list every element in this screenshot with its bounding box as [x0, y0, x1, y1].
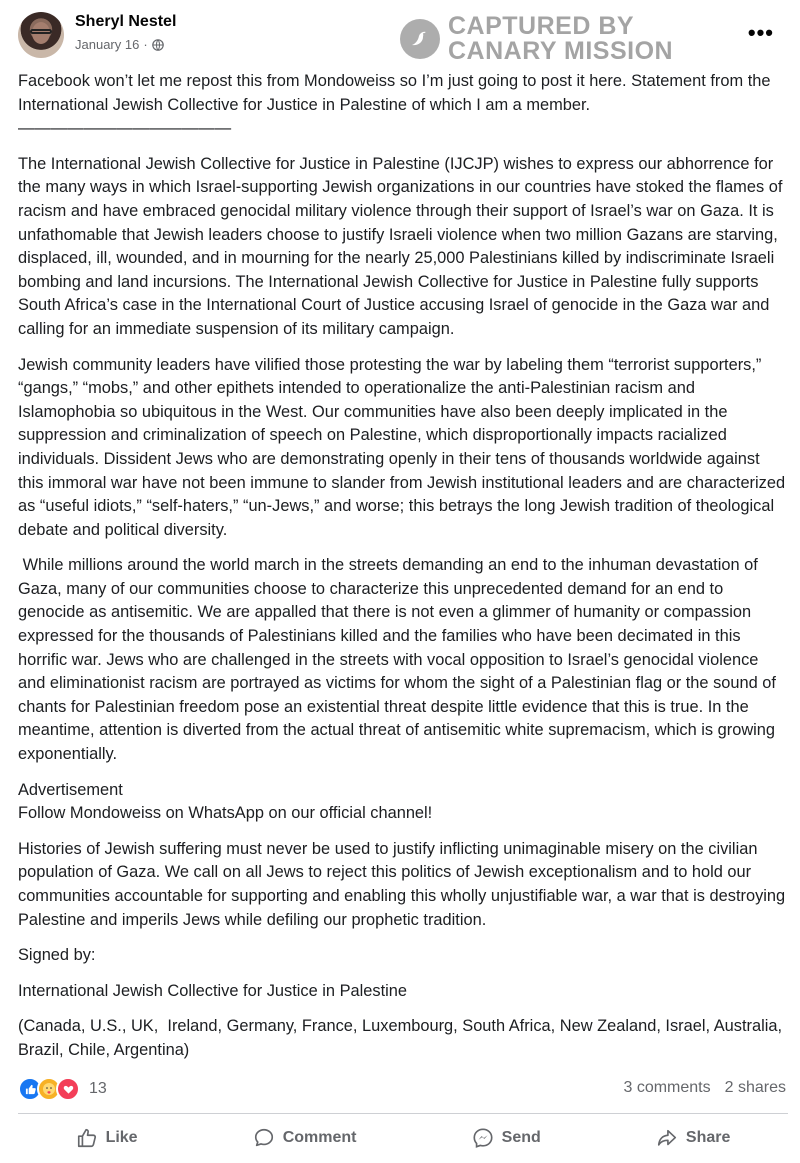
post-paragraph: International Jewish Collective for Justice in Palestine [18, 981, 408, 1000]
watermark [400, 14, 673, 64]
send-button[interactable] [472, 1127, 541, 1149]
date-separator: · [143, 37, 148, 52]
advertisement-label: Advertisement [18, 780, 123, 799]
reaction-count: 13 [89, 1080, 107, 1097]
avatar[interactable] [18, 12, 64, 58]
like-label: Like [105, 1129, 138, 1146]
post-paragraph: The International Jewish Collective for Justice in Palestine (IJCJP) wishes to express our abhorrence for the many ways in which Israel-supporting Jewish organizations in our countries have stoked the flames of racism and have embraced genocidal military violence through their support of Israel’s war on Gaza. It is unfathomable that Jewish leaders choose to justify Israeli violence when two million Gazans are starving, displaced, ill, wounded, and in mourning for the nearly 25,000 Palestinians killed by indiscriminate Israeli bombing and land incursions. The International Jewish Collective for Justice in Palestine fully supports South Africa’s case in the International Court of Justice accusing Israel of genocide in the Gaza war and calling for an immediate suspension of its military campaign. [18, 154, 783, 338]
post-paragraph: Signed by: [18, 946, 96, 965]
shares-count-link[interactable]: 2 shares [724, 1079, 786, 1096]
author-name[interactable]: Sheryl Nestel [75, 13, 177, 30]
comments-count-link[interactable]: 3 comments [623, 1079, 711, 1096]
comment-button[interactable] [253, 1127, 357, 1149]
post-date[interactable]: January 16 [75, 37, 140, 52]
share-label: Share [685, 1129, 731, 1146]
separator-line: ————————————— [18, 119, 232, 138]
post-paragraph: Facebook won’t let me repost this from Mondoweiss so I’m just going to post it here. Statement from the International Jewish Collective for Justice in Palestine of which I am a member. [18, 72, 771, 114]
messenger-icon [472, 1127, 494, 1149]
engagement-counts [623, 1079, 786, 1097]
post-body [18, 70, 788, 1075]
reactions-summary[interactable] [18, 1077, 107, 1101]
canary-logo-icon [400, 19, 440, 59]
globe-icon [152, 39, 164, 51]
share-button[interactable] [656, 1127, 730, 1149]
comment-icon [253, 1127, 275, 1149]
thumbs-up-icon [76, 1127, 98, 1149]
share-arrow-icon [656, 1127, 678, 1149]
post-paragraph: (Canada, U.S., UK, Ireland, Germany, France, Luxembourg, South Africa, New Zealand, Israel, Australia, Brazil, Chile, Argentina) [18, 1017, 787, 1059]
comment-label: Comment [282, 1129, 357, 1146]
like-button[interactable] [76, 1127, 138, 1149]
watermark-line1: CAPTURED BY [448, 12, 635, 40]
post-paragraph: Follow Mondoweiss on WhatsApp on our official channel! [18, 804, 433, 823]
watermark-line2: CANARY MISSION [448, 37, 674, 65]
more-options-button[interactable]: ••• [747, 20, 774, 45]
post-actions-bar [18, 1118, 788, 1158]
post-paragraph: While millions around the world march in the streets demanding an end to the inhuman devastation of Gaza, many of our communities choose to characterize this unprecedented demand for an end to genocide as antisemitic. We are appalled that there is not even a glimmer of humanity or compassion expressed for the thousands of Palestinians killed and the families who have been decimated in this horrific war. Jews who are challenged in the streets with vocal opposition to Israel’s genocidal violence and eliminationist racism are portrayed as victims for whom the sight of a Palestinian flag or the sound of chants for Palestinian freedom pose an existential threat despite little evidence that this is true. In the meantime, attention is diverted from the actual threat of antisemitic white supremacism, which is growing exponentially. [18, 556, 781, 764]
actions-top-divider [18, 1113, 788, 1114]
post-paragraph: Jewish community leaders have vilified those protesting the war by labeling them “terrorist supporters,” “gangs,” “mobs,” and other epithets intended to operationalize the anti-Palestinian racism and Islamophobia so ubiquitous in the West. Our communities have also been deeply implicated in the suppression and criminalization of speech on Palestine, which disproportionally impacts racialized individuals. Dissident Jews who are demonstrating openly in their tens of thousands worldwide against this immoral war have not been immune to slander from Jewish institutional leaders and are characterized as “useful idiots,” “self-haters,” “un-Jews,” and worse; this betrays the long Jewish tradition of theological debate and political diversity. [18, 355, 786, 539]
post-meta [75, 37, 164, 52]
post-paragraph: Histories of Jewish suffering must never be used to justify inflicting unimaginable misery on the civilian population of Gaza. We call on all Jews to reject this politics of Jewish exceptionalism and to hold our communities accountable for supporting and enabling this wholly unjustifiable war, a war that is destroying Palestine and imperils Jews while defiling our prophetic tradition. [18, 839, 786, 929]
love-reaction-icon [56, 1077, 80, 1101]
watermark-text [448, 14, 673, 64]
send-label: Send [501, 1129, 541, 1146]
